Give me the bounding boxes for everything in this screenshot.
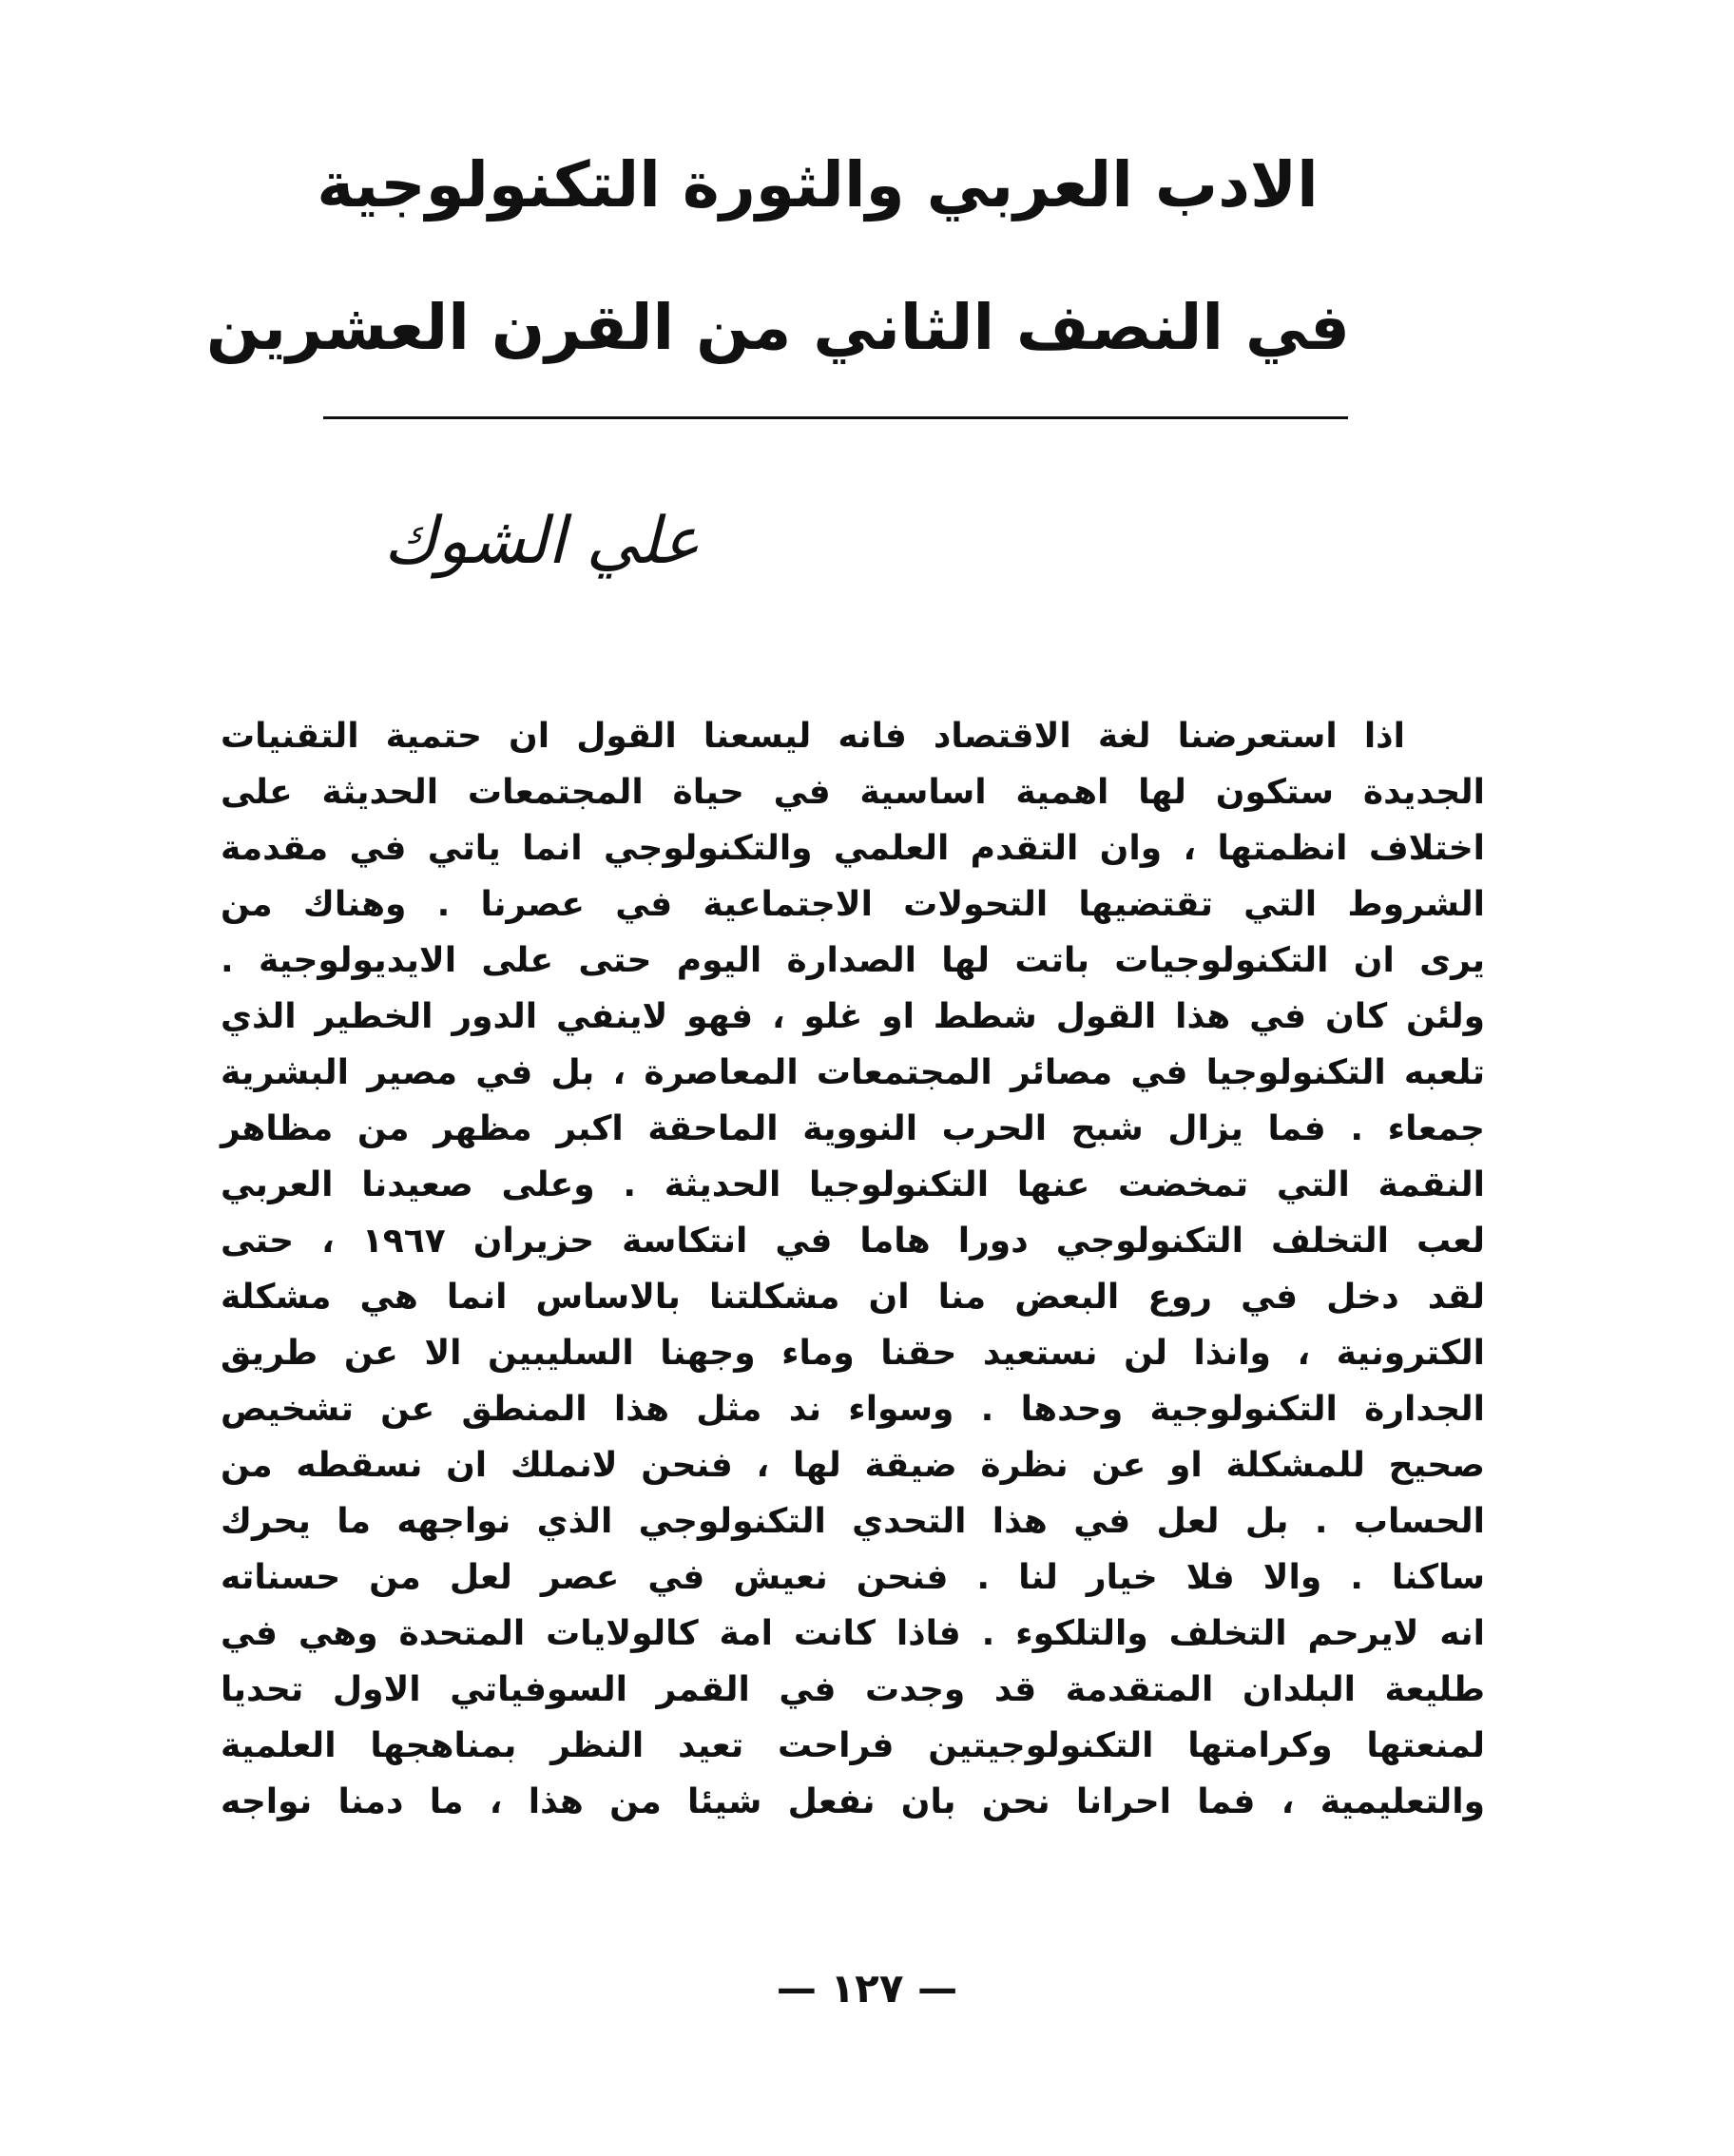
body-line: الجدارة التكنولوجية وحدها . وسواء ند مثل هذا المنطق عن تشخيص: [221, 1390, 1485, 1429]
body-line: لقد دخل في روع البعض منا ان مشكلتنا بالاساس انما هي مشكلة: [221, 1278, 1485, 1317]
article-body: [221, 708, 1485, 1830]
body-line: الحساب . بل لعل في هذا التحدي التكنولوجي الذي نواجهه ما يحرك: [221, 1502, 1485, 1541]
author-signature: علي الشوك: [383, 504, 701, 579]
body-line: لمنعتها وكرامتها التكنولوجيتين فراحت تعيد النظر بمناهجها العلمية: [221, 1726, 1485, 1765]
body-line: النقمة التي تمخضت عنها التكنولوجيا الحديثة . وعلى صعيدنا العربي: [221, 1165, 1485, 1204]
title-line-2: في النصف الثاني من القرن العشرين: [205, 291, 1350, 364]
body-line: اختلاف انظمتها ، وان التقدم العلمي والتكنولوجي انما ياتي في مقدمة: [221, 829, 1485, 868]
body-line: الكترونية ، وانذا لن نستعيد حقنا وماء وجهنا السليبين الا عن طريق: [221, 1334, 1485, 1373]
page-number: — ١٢٧ —: [776, 1965, 958, 2012]
body-line: اذا استعرضنا لغة الاقتصاد فانه ليسعنا القول ان حتمية التقنيات: [221, 717, 1405, 756]
article-title: [205, 114, 1350, 399]
body-line: والتعليمية ، فما احرانا نحن بان نفعل شيئا من هذا ، ما دمنا نواجه: [221, 1782, 1485, 1821]
body-line: يرى ان التكنولوجيات باتت لها الصدارة اليوم حتى على الايديولوجية .: [221, 941, 1485, 980]
body-line: صحيح للمشكلة او عن نظرة ضيقة لها ، فنحن لانملك ان نسقطه من: [221, 1446, 1485, 1485]
body-line: طليعة البلدان المتقدمة قد وجدت في القمر السوفياتي الاول تحديا: [221, 1670, 1485, 1709]
body-line: ولئن كان في هذا القول شطط او غلو ، فهو لاينفي الدور الخطير الذي: [221, 997, 1485, 1036]
body-line: لعب التخلف التكنولوجي دورا هاما في انتكاسة حزيران ١٩٦٧ ، حتى: [221, 1222, 1485, 1261]
body-line: انه لايرحم التخلف والتلكوء . فاذا كانت امة كالولايات المتحدة وهي في: [221, 1614, 1485, 1653]
body-line: ساكنا . والا فلا خيار لنا . فنحن نعيش في عصر لعل من حسناته: [221, 1558, 1485, 1597]
body-line: جمعاء . فما يزال شبح الحرب النووية الماحقة اكبر مظهر من مظاهر: [221, 1109, 1485, 1148]
body-line: الشروط التي تقتضيها التحولات الاجتماعية في عصرنا . وهناك من: [221, 885, 1485, 924]
title-divider: [323, 416, 1348, 419]
body-line: تلعبه التكنولوجيا في مصائر المجتمعات المعاصرة ، بل في مصير البشرية: [221, 1053, 1485, 1092]
body-line: الجديدة ستكون لها اهمية اساسية في حياة المجتمعات الحديثة على: [221, 773, 1485, 812]
title-line-1: الادب العربي والثورة التكنولوجية: [317, 148, 1319, 221]
